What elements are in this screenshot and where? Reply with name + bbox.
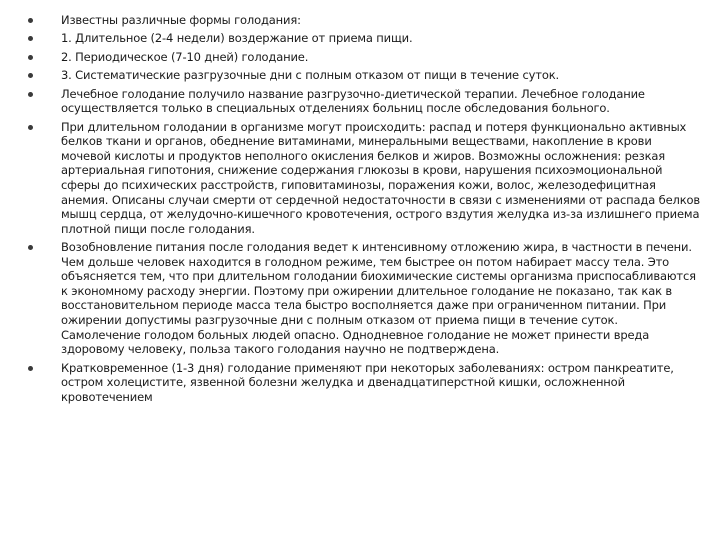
bullet-item bbox=[28, 240, 700, 357]
bullet-text: 3. Систематические разгрузочные дни с полным отказом от пищи в течение суток. bbox=[61, 68, 560, 83]
bullet-dot-icon bbox=[28, 92, 33, 97]
bullet-list bbox=[28, 13, 700, 408]
bullet-text: 2. Периодическое (7-10 дней) голодание. bbox=[61, 49, 309, 64]
bullet-item bbox=[28, 50, 700, 65]
bullet-dot-icon bbox=[28, 18, 33, 23]
bullet-dot-icon bbox=[28, 36, 33, 41]
bullet-item bbox=[28, 87, 700, 116]
bullet-dot-icon bbox=[28, 73, 33, 78]
bullet-text: 1. Длительное (2-4 недели) воздержание от приема пищи. bbox=[61, 31, 413, 46]
bullet-text: При длительном голодании в организме могут происходить: распад и потеря функционально активных белков ткани и органов, обеднение витаминами, минеральными веществами, накопление в крови мочевой кислоты и продуктов неполного окисления белков и жиров. Возможны осложнения: резкая артериальная гипотония, снижение содержания глюкозы в крови, нарушения психоэмоциональной сферы до психических расстройств, гиповитаминозы, поражения кожи, волос, железодефицитная анемия. Описаны случаи смерти от сердечной недостаточности в связи с изменениями от распада белков мышц сердца, от желудочно-кишечного кровотечения, острого вздутия желудка из-за излишнего приема плотной пищи после голодания. bbox=[61, 119, 700, 236]
bullet-dot-icon bbox=[28, 125, 33, 130]
bullet-item bbox=[28, 68, 700, 83]
bullet-item bbox=[28, 120, 700, 237]
bullet-item bbox=[28, 31, 700, 46]
bullet-dot-icon bbox=[28, 55, 33, 60]
bullet-text: Лечебное голодание получило название разгрузочно-диетической терапии. Лечебное голодание осуществляется только в специальных отделениях больниц после обследования больного. bbox=[61, 86, 645, 116]
bullet-dot-icon bbox=[28, 366, 33, 371]
bullet-item bbox=[28, 13, 700, 28]
bullet-item bbox=[28, 361, 700, 405]
bullet-text: Кратковременное (1-3 дня) голодание применяют при некоторых заболеваниях: остром панкреатите, остром холецистите, язвенной болезни желудка и двенадцатиперстной кишки, осложненной кровотечением bbox=[61, 360, 674, 404]
bullet-dot-icon bbox=[28, 245, 33, 250]
bullet-text: Возобновление питания после голодания ведет к интенсивному отложению жира, в частности в печени. Чем дольше человек находится в голодном режиме, тем быстрее он потом набирает массу тела. Это объясняется тем, что при длительном голодании биохимические системы организма приспосабливаются к экономному расходу энергии. Поэтому при ожирении длительное голодание не показано, так как в восстановительном периоде масса тела быстро восполняется даже при ограниченном питании. При ожирении допустимы разгрузочные дни с полным отказом от приема пищи в течение суток. Самолечение голодом больных людей опасно. Однодневное голодание не может принести вреда здоровому человеку, польза такого голодания научно не подтверждена. bbox=[61, 240, 696, 357]
bullet-text: Известны различные формы голодания: bbox=[61, 13, 301, 27]
